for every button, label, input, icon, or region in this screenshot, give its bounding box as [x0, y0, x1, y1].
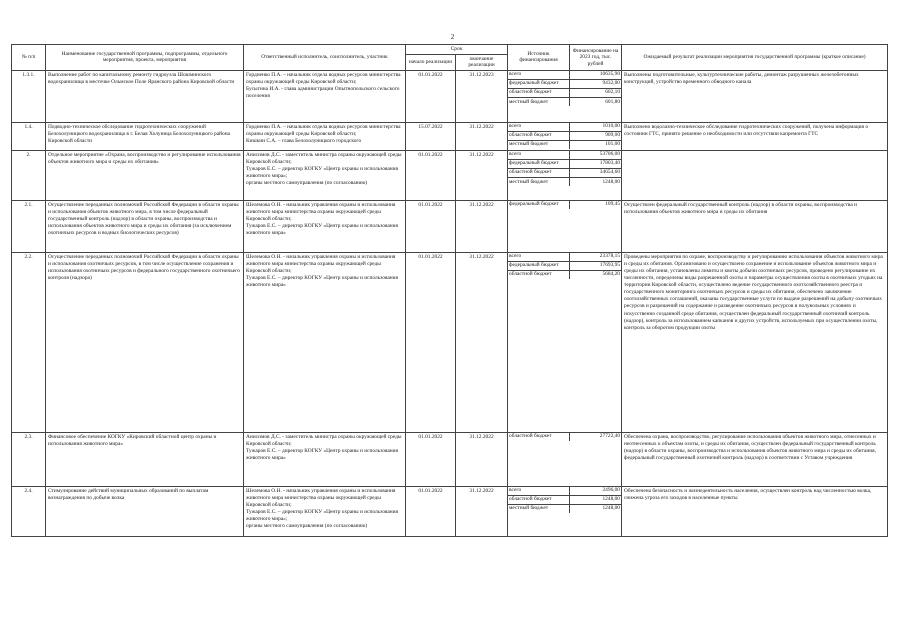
row-start-date — [406, 486, 456, 536]
row-start-date-text: 01.01.2022 — [418, 253, 443, 260]
funding-source: областной бюджет — [508, 88, 570, 97]
row-executor — [244, 252, 406, 432]
row-number — [12, 70, 46, 122]
row-start-date-text: 01.01.2022 — [418, 487, 443, 494]
row-number — [12, 486, 46, 536]
row-start-date-text: 01.01.2022 — [418, 433, 443, 440]
funding-source: областной бюджет — [509, 271, 552, 278]
row-name-text: Стимулирование действий муниципальных образований по выплатам вознаграждения по добыче волка — [48, 487, 209, 501]
funding-amount: 34654,60 — [570, 168, 622, 177]
row-end-date — [456, 70, 508, 122]
row-end-date-text: 31.12.2022 — [469, 151, 494, 158]
row-name — [46, 122, 244, 150]
funding-line — [508, 487, 621, 496]
row-funding — [508, 200, 622, 252]
row-name-text: Выполнение работ по капитальному ремонту гидроузла Шошминского водохранилища в местечке Ольмское Поле Яранского района Кировской области — [48, 71, 235, 85]
row-name-text: Осуществление переданных полномочий Российской Федерации в области охраны и использования объектов животного мира, в том числе федеральный государственный контроль (надзор) в области охраны, воспроизводства и использования объектов животного мира и среды их обитания (за исключением охотничьих ресурсов и водных биологических ресурсов) — [48, 201, 239, 237]
funding-amount: 27722,40 — [569, 433, 621, 441]
row-result-text: Обеспечена охрана, воспроизводство, регулирование использования объектов животного мира, отнесенных и неотнесенных к объектам охоты, и среды их обитания, осуществлен федеральный государственный контроль (надзор) в области охраны, воспроизводства и использования объектов животного мира и среды их обитания, федеральный государственный охотничий контроль (надзор) в соответствии с Уставом учреждения — [624, 433, 876, 462]
funding-source: местный бюджет — [509, 141, 549, 148]
row-name-text: Осуществление переданных полномочий Российской Федерации в области охраны и использования охотничьих ресурсов, в том числе осуществление сохранения и использования охотничьих ресурсов и федерального государственного охотничьего контроля (надзора) — [48, 253, 240, 282]
funding-amount: 1010,00 — [569, 123, 621, 132]
funding-amount: 909,00 — [569, 131, 621, 140]
table-row — [12, 252, 888, 432]
row-start-date — [406, 200, 456, 252]
funding-table — [508, 487, 621, 513]
funding-amount: 2496,00 — [569, 487, 621, 496]
row-end-date-text: 31.12.2023 — [469, 71, 494, 78]
row-number-text: 2. — [26, 151, 31, 158]
program-table — [11, 44, 888, 537]
funding-source: местный бюджет — [509, 178, 549, 185]
row-start-date — [406, 70, 456, 122]
row-number-text: 2.4. — [24, 487, 33, 494]
row-executor-text: Гордиенко П.А. – начальник отдела водных ресурсов министерства охраны окружающей среды Кировской области; Кишкин С.А. – глава Белохолуницкого городского — [246, 123, 401, 144]
funding-source: областной бюджет — [509, 433, 552, 440]
funding-source: областной бюджет — [508, 495, 569, 504]
funding-amount: 1248,00 — [569, 504, 621, 513]
funding-line — [508, 88, 621, 97]
funding-amount: 17693,95 — [570, 261, 622, 270]
row-executor-text: Шелемова О.Н. - начальник управления охраны и использования животного мира министерства охраны окружающей среды Кировской области; Тужаров Е.С. – директор КОГКУ «Центр охраны и использования животного мира» — [246, 253, 399, 289]
row-name-text: Подводно-техническое обследование гидротехнических сооружений Белохолуницкого водохранилища в г. Белая Холуница Белохолуницкого района Кировской области — [48, 123, 230, 144]
row-number — [12, 252, 46, 432]
row-start-date — [406, 252, 456, 432]
funding-line — [508, 131, 621, 140]
funding-amount: 1248,00 — [569, 495, 621, 504]
funding-source: всего — [508, 151, 570, 160]
funding-source: местный бюджет — [509, 505, 549, 512]
row-start-date — [406, 432, 456, 486]
funding-source: всего — [508, 123, 569, 132]
table-row — [12, 150, 888, 200]
row-result-text: Проведены мероприятия по охране, воспроизводству и регулированию использования объектов животного мира и среды их обитания. Организовано и осуществлено сохранение и использование объектов животного мира и среды их обитания, установлены лимиты и квоты добычи охотничьих ресурсов, проведено регулирование их численности, определены виды разрешенной охоты и параметры осуществления охоты в охотничьих угодьях на территории Кировской области, осуществлено ведение государственного охотхозяйственного реестра и государственного мониторинга охотничьих ресурсов и среды их обитания, обеспечено заключение охотхозяйственных соглашений, оказаны государственные услуги по выдаче разрешений на добычу охотничьих ресурсов и разрешений на содержание и разведение охотничьих ресурсов в полувольных условиях и искусственно созданной среде обитания, осуществлен федеральный государственный охотничий контроль (надзор), контроль за использованием капканов и других устройств, используемых при осуществлении охоты, контроль за оборотом продукции охоты — [624, 253, 883, 331]
funding-amount: 1248,00 — [570, 178, 622, 187]
row-number-text: 1.4. — [24, 123, 33, 130]
page-number: 2 — [450, 33, 455, 41]
table-row — [12, 432, 888, 486]
row-result — [622, 70, 888, 122]
row-number — [12, 200, 46, 252]
row-executor-text: Гордиенко П.А. – начальник отдела водных ресурсов министерства охраны окружающей среды Кировской области; Бусыгина И.А. - глава администрации Опытнопольского сельского поселения — [246, 71, 401, 100]
funding-source: областной бюджет — [508, 168, 570, 177]
row-funding — [508, 486, 622, 536]
funding-line — [508, 253, 621, 262]
row-executor-text: Шелемова О.Н. - начальник управления охраны и использования животного мира министерства охраны окружающей среды Кировской области; Тужаров Е.С. – директор КОГКУ «Центр охраны и использования животного мира» — [246, 201, 399, 237]
row-number — [12, 432, 46, 486]
row-start-date-text: 01.01.2022 — [418, 151, 443, 158]
row-executor — [244, 70, 406, 122]
header-num: № п/п — [12, 45, 46, 71]
row-number-text: 2.3. — [24, 433, 33, 440]
row-number-text: 2.2. — [24, 253, 33, 260]
row-name — [46, 486, 244, 536]
funding-line — [508, 98, 621, 107]
row-result-text: Обеспечена безопасность и жизнедеятельность населения, осуществлен контроль над численностью волка, снижена угроза его заходов в населенные пункты — [624, 487, 872, 501]
row-end-date — [456, 122, 508, 150]
row-executor — [244, 122, 406, 150]
funding-line — [508, 168, 621, 177]
funding-line — [508, 123, 621, 132]
funding-source: федеральный бюджет — [508, 79, 570, 88]
funding-line — [508, 159, 621, 168]
row-executor-text: Шелемова О.Н. - начальник управления охраны и использования животного мира министерства охраны окружающей среды Кировской области; Тужаров Е.С. – директор КОГКУ «Центр охраны и использования животного мира»; органы местного самоуправления (по согласованию) — [246, 487, 399, 530]
row-result — [622, 200, 888, 252]
row-start-date-text: 15.07.2022 — [418, 123, 443, 130]
table-body — [12, 70, 888, 536]
row-start-date-text: 01.01.2022 — [418, 201, 443, 208]
row-name — [46, 150, 244, 200]
funding-source: областной бюджет — [508, 131, 569, 140]
funding-amount: 602,10 — [570, 88, 622, 97]
row-result-text: Выполнены подготовительные, культуртехнические работы, демонтаж разрушенных железобетонных конструкций, устройство временного обводного канала — [624, 71, 859, 85]
funding-table — [508, 71, 621, 106]
header-executor: Ответственный исполнитель, соисполнитель, участник — [244, 45, 406, 71]
row-end-date — [456, 486, 508, 536]
row-end-date — [456, 200, 508, 252]
row-funding — [508, 432, 622, 486]
row-executor — [244, 200, 406, 252]
header-source: Источник финансирования — [508, 45, 570, 71]
header-result: Ожидаемый результат реализации мероприятия государственной программы (краткое описание) — [622, 45, 888, 71]
funding-line — [508, 504, 621, 513]
header-row — [12, 45, 888, 55]
funding-line — [508, 270, 621, 279]
funding-source: местный бюджет — [509, 98, 549, 105]
funding-amount: 17803,40 — [570, 159, 622, 168]
row-end-date — [456, 150, 508, 200]
table-row — [12, 122, 888, 150]
row-name — [46, 432, 244, 486]
row-end-date-text: 31.12.2022 — [469, 253, 494, 260]
funding-source: всего — [508, 487, 569, 496]
row-name — [46, 252, 244, 432]
row-funding — [508, 252, 622, 432]
row-result — [622, 122, 888, 150]
funding-source: федеральный бюджет — [509, 201, 559, 208]
header-term: Срок — [406, 45, 508, 55]
row-result — [622, 252, 888, 432]
row-start-date-text: 01.01.2022 — [418, 71, 443, 78]
row-end-date-text: 31.12.2022 — [469, 487, 494, 494]
funding-amount: 9432,00 — [570, 79, 622, 88]
row-result — [622, 150, 888, 200]
row-executor-text: Анисимов Д.С. - заместитель министра охраны окружающей среды Кировской области; Тужаров Е.С. – директор КОГКУ «Центр охраны и использования животного мира»; органы местного самоуправления (по согласованию) — [246, 151, 402, 187]
funding-table — [508, 433, 621, 441]
table-row — [12, 70, 888, 122]
table-row — [12, 486, 888, 536]
row-executor — [244, 486, 406, 536]
funding-amount: 23378,15 — [570, 253, 622, 262]
row-end-date — [456, 252, 508, 432]
row-funding — [508, 122, 622, 150]
row-name — [46, 200, 244, 252]
row-executor-text: Анисимов Д.С. - заместитель министра охраны окружающей среды Кировской области; Тужаров Е.С. – директор КОГКУ «Центр охраны и использования животного мира» — [246, 433, 402, 462]
funding-line — [508, 151, 621, 160]
funding-amount: 109,45 — [570, 201, 621, 209]
funding-line — [508, 261, 621, 270]
row-name-text: Финансовое обеспечение КОГКУ «Кировский областной центр охраны и использования животного мира» — [48, 433, 217, 447]
funding-table — [508, 123, 621, 149]
funding-source: всего — [508, 71, 570, 80]
funding-amount: 53706,00 — [570, 151, 622, 160]
funding-line — [508, 495, 621, 504]
row-end-date-text: 31.12.2022 — [469, 201, 494, 208]
row-result — [622, 486, 888, 536]
row-funding — [508, 70, 622, 122]
row-start-date — [406, 122, 456, 150]
funding-line — [508, 71, 621, 80]
row-number-text: 1.3.1. — [22, 71, 35, 78]
funding-line — [508, 433, 621, 441]
row-end-date-text: 31.12.2022 — [469, 433, 494, 440]
row-number — [12, 150, 46, 200]
table-row — [12, 200, 888, 252]
row-start-date — [406, 150, 456, 200]
row-end-date-text: 31.12.2022 — [469, 123, 494, 130]
funding-line — [508, 178, 621, 187]
funding-table — [508, 253, 621, 279]
funding-source: федеральный бюджет — [508, 261, 570, 270]
funding-line — [508, 79, 621, 88]
funding-line — [508, 140, 621, 149]
funding-amount: 5684,20 — [570, 270, 622, 279]
row-number — [12, 122, 46, 150]
row-executor — [244, 150, 406, 200]
funding-table — [508, 201, 621, 209]
funding-amount: 101,00 — [569, 140, 621, 149]
row-result-text: Осуществлен федеральный государственный контроль (надзор) в области охраны, воспроизводства и использования объектов животного мира и среды их обитания — [624, 201, 857, 215]
row-end-date — [456, 432, 508, 486]
row-executor — [244, 432, 406, 486]
funding-amount: 10635,90 — [570, 71, 622, 80]
row-result — [622, 432, 888, 486]
row-funding — [508, 150, 622, 200]
funding-source: федеральный бюджет — [508, 159, 570, 168]
funding-line — [508, 201, 621, 209]
header-name: Наименование государственной программы, подпрограммы, отдельного мероприятия, проекта, мероприятия — [46, 45, 244, 71]
header-funding: Финансирование на 2023 год, тыс. рублей — [570, 45, 622, 71]
row-name — [46, 70, 244, 122]
row-result-text: Выполнено водолазно-техническое обследование гидротехнических сооружений, получена информация о состоянии ГТС, принято решение о необходимости или отсутствии капремонта ГТС — [624, 123, 869, 137]
row-number-text: 2.1. — [24, 201, 33, 208]
funding-amount: 601,80 — [570, 98, 622, 107]
header-term-end: окончание реализации — [456, 54, 508, 70]
funding-source: всего — [508, 253, 570, 262]
row-name-text: Отдельное мероприятие «Охрана, воспроизводство и регулирование использования объектов животного мира и среды их обитания» — [48, 151, 241, 165]
funding-table — [508, 151, 621, 186]
header-term-start: начало реализации — [406, 54, 456, 70]
